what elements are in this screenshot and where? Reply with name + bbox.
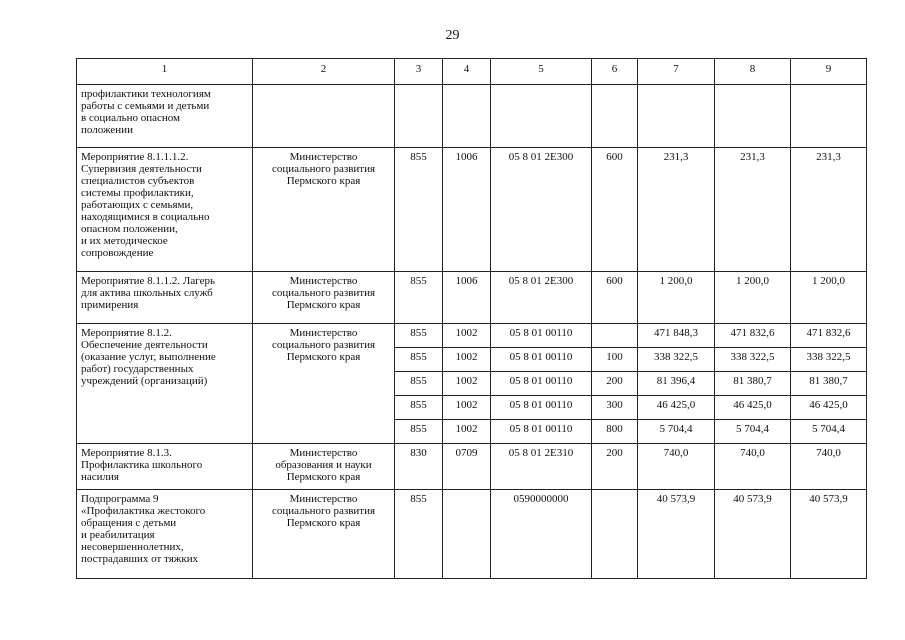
code-cell: 855 — [395, 420, 443, 444]
expense-type-cell: 200 — [592, 372, 638, 396]
activity-name-cell: Мероприятие 8.1.3. Профилактика школьного насилия — [77, 444, 253, 490]
section-cell: 1002 — [443, 324, 491, 348]
activity-name-cell: Подпрограмма 9 «Профилактика жестокого обращения с детьми и реабилитация несовершеннолетних, пострадавших от тяжких — [77, 490, 253, 579]
target-article-cell: 05 8 01 2Е300 — [491, 148, 592, 272]
section-cell: 1002 — [443, 396, 491, 420]
amount-cell: 40 573,9 — [638, 490, 715, 579]
code-cell: 855 — [395, 372, 443, 396]
header-col-3: 3 — [395, 59, 443, 85]
organization-cell: Министерство социального развития Пермского края — [253, 490, 395, 579]
expense-type-cell — [592, 490, 638, 579]
expense-type-cell: 800 — [592, 420, 638, 444]
amount-cell: 231,3 — [638, 148, 715, 272]
amount-cell: 40 573,9 — [715, 490, 791, 579]
amount-cell: 338 322,5 — [638, 348, 715, 372]
header-col-1: 1 — [77, 59, 253, 85]
target-article-cell: 05 8 01 2Е310 — [491, 444, 592, 490]
target-article-cell: 05 8 01 2Е300 — [491, 272, 592, 324]
section-cell: 0709 — [443, 444, 491, 490]
activity-name-cell: Мероприятие 8.1.1.2. Лагерь для актива школьных служб примирения — [77, 272, 253, 324]
code-cell: 855 — [395, 324, 443, 348]
header-col-9: 9 — [791, 59, 867, 85]
activity-name-cell: Мероприятие 8.1.1.1.2. Супервизия деятельности специалистов субъектов системы профилактики, работающих с семьями, находящимися в социально опасном положении, и их методическое сопровождение — [77, 148, 253, 272]
header-col-4: 4 — [443, 59, 491, 85]
amount-cell: 46 425,0 — [638, 396, 715, 420]
section-cell: 1002 — [443, 420, 491, 444]
organization-cell: Министерство социального развития Пермского края — [253, 272, 395, 324]
code-cell: 855 — [395, 348, 443, 372]
page-number: 29 — [445, 28, 460, 43]
header-col-6: 6 — [592, 59, 638, 85]
code-cell: 855 — [395, 272, 443, 324]
table-row — [77, 324, 867, 348]
code-cell: 855 — [395, 490, 443, 579]
target-article-cell: 05 8 01 00110 — [491, 348, 592, 372]
table-row — [77, 490, 867, 579]
amount-cell: 5 704,4 — [791, 420, 867, 444]
organization-cell: Министерство социального развития Пермского края — [253, 324, 395, 444]
table-row — [77, 148, 867, 272]
amount-cell: 471 832,6 — [791, 324, 867, 348]
table-row — [77, 85, 867, 148]
expense-type-cell: 200 — [592, 444, 638, 490]
header-col-2: 2 — [253, 59, 395, 85]
amount-cell: 5 704,4 — [715, 420, 791, 444]
target-article-cell: 05 8 01 00110 — [491, 396, 592, 420]
section-cell: 1006 — [443, 148, 491, 272]
amount-cell: 471 848,3 — [638, 324, 715, 348]
expense-type-cell: 600 — [592, 272, 638, 324]
section-cell: 1006 — [443, 272, 491, 324]
header-row — [77, 59, 867, 85]
amount-cell: 471 832,6 — [715, 324, 791, 348]
code-cell: 855 — [395, 396, 443, 420]
activity-name-cell: профилактики технологиям работы с семьями и детьми в социально опасном положении — [77, 85, 253, 148]
section-cell — [443, 490, 491, 579]
amount-cell: 46 425,0 — [715, 396, 791, 420]
expense-type-cell — [592, 324, 638, 348]
code-cell: 855 — [395, 148, 443, 272]
organization-cell: Министерство социального развития Пермского края — [253, 148, 395, 272]
section-cell: 1002 — [443, 348, 491, 372]
amount-cell: 740,0 — [715, 444, 791, 490]
amount-cell: 231,3 — [715, 148, 791, 272]
amount-cell: 1 200,0 — [715, 272, 791, 324]
amount-cell: 46 425,0 — [791, 396, 867, 420]
code-cell: 830 — [395, 444, 443, 490]
amount-cell: 1 200,0 — [638, 272, 715, 324]
amount-cell: 338 322,5 — [791, 348, 867, 372]
amount-cell: 740,0 — [638, 444, 715, 490]
target-article-cell: 05 8 01 00110 — [491, 372, 592, 396]
organization-cell: Министерство образования и науки Пермского края — [253, 444, 395, 490]
table-row — [77, 444, 867, 490]
header-col-5: 5 — [491, 59, 592, 85]
amount-cell: 81 396,4 — [638, 372, 715, 396]
activity-name-cell: Мероприятие 8.1.2. Обеспечение деятельности (оказание услуг, выполнение работ) государственных учреждений (организаций) — [77, 324, 253, 444]
target-article-cell: 05 8 01 00110 — [491, 324, 592, 348]
amount-cell: 1 200,0 — [791, 272, 867, 324]
expense-type-cell: 300 — [592, 396, 638, 420]
expense-type-cell: 600 — [592, 148, 638, 272]
header-col-8: 8 — [715, 59, 791, 85]
amount-cell: 40 573,9 — [791, 490, 867, 579]
amount-cell: 231,3 — [791, 148, 867, 272]
section-cell: 1002 — [443, 372, 491, 396]
amount-cell: 81 380,7 — [715, 372, 791, 396]
amount-cell: 81 380,7 — [791, 372, 867, 396]
target-article-cell: 0590000000 — [491, 490, 592, 579]
header-col-7: 7 — [638, 59, 715, 85]
budget-table — [76, 58, 867, 579]
amount-cell: 5 704,4 — [638, 420, 715, 444]
table-row — [77, 272, 867, 324]
target-article-cell: 05 8 01 00110 — [491, 420, 592, 444]
amount-cell: 338 322,5 — [715, 348, 791, 372]
expense-type-cell: 100 — [592, 348, 638, 372]
amount-cell: 740,0 — [791, 444, 867, 490]
